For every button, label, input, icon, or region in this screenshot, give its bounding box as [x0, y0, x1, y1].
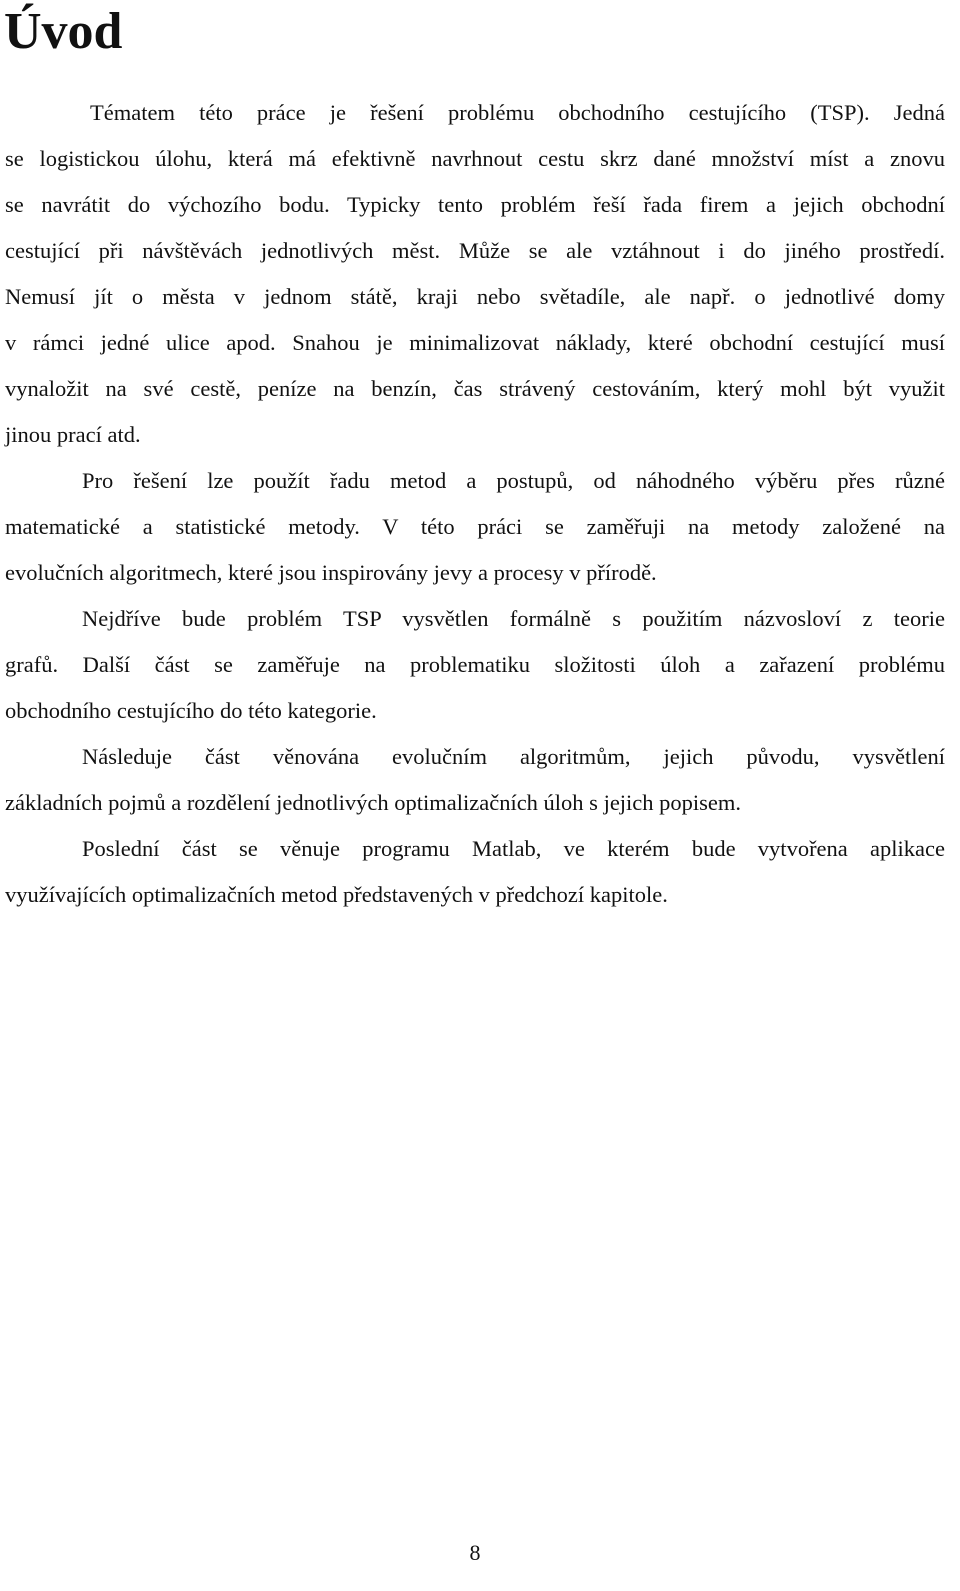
text-line: matematické a statistické metody. V této práci se zaměřuji na metody založené na [5, 514, 945, 539]
text-line: se navrátit do výchozího bodu. Typicky tento problém řeší řada firem a jejich obchodní [5, 192, 945, 217]
text-line: cestující při návštěvách jednotlivých měst. Může se ale vztáhnout i do jiného prostředí. [5, 238, 945, 263]
text-line: vynaložit na své cestě, peníze na benzín, čas strávený cestováním, který mohl být využit [5, 376, 945, 401]
text-line: evolučních algoritmech, které jsou inspirovány jevy a procesy v přírodě. [5, 560, 657, 585]
paragraph [5, 90, 945, 458]
text-line: Nejdříve bude problém TSP vysvětlen formálně s použitím názvosloví z teorie [82, 606, 945, 631]
text-line: se logistickou úlohu, která má efektivně navrhnout cestu skrz dané množství míst a znovu [5, 146, 945, 171]
text-line: obchodního cestujícího do této kategorie. [5, 698, 377, 723]
chapter-body [5, 90, 945, 918]
text-line: Tématem této práce je řešení problému obchodního cestujícího (TSP). Jedná [90, 100, 945, 125]
text-line: v rámci jedné ulice apod. Snahou je minimalizovat náklady, které obchodní cestující musí [5, 330, 945, 355]
text-line: Poslední část se věnuje programu Matlab, ve kterém bude vytvořena aplikace [82, 836, 945, 861]
chapter-heading: Úvod [4, 3, 123, 60]
paragraph [5, 596, 945, 734]
text-line: Následuje část věnována evolučním algoritmům, jejich původu, vysvětlení [82, 744, 945, 769]
text-line: základních pojmů a rozdělení jednotlivých optimalizačních úloh s jejich popisem. [5, 790, 742, 815]
text-line: Nemusí jít o města v jednom státě, kraji nebo světadíle, ale např. o jednotlivé domy [5, 284, 945, 309]
paragraph [5, 826, 945, 918]
text-line: jinou prací atd. [5, 422, 141, 447]
text-line: grafů. Další část se zaměřuje na problematiku složitosti úloh a zařazení problému [5, 652, 945, 677]
paragraph [5, 458, 945, 596]
paragraph [5, 734, 945, 826]
text-line: Pro řešení lze použít řadu metod a postupů, od náhodného výběru přes různé [82, 468, 945, 493]
page-number: 8 [469, 1540, 481, 1565]
text-line: využívajících optimalizačních metod představených v předchozí kapitole. [5, 882, 668, 907]
